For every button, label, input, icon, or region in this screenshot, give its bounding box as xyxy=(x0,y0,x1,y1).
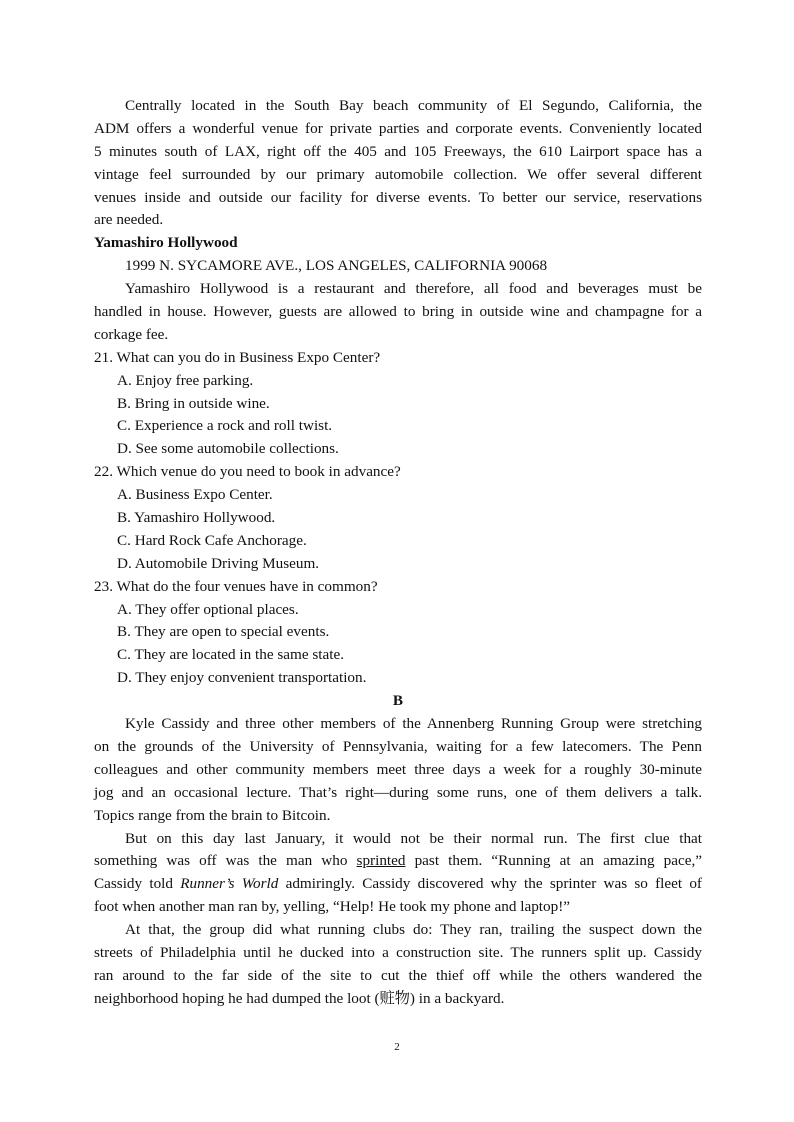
question-23 xyxy=(94,576,702,690)
text-line: streets of Philadelphia until he ducked into a construction site. The runners split up. Cassidy xyxy=(94,943,702,961)
text-segment: admiringly. Cassidy discovered why the sprinter was so fleet of xyxy=(278,875,702,893)
answer-option: D. Automobile Driving Museum. xyxy=(117,554,320,572)
text-line: Kyle Cassidy and three other members of the Annenberg Running Group were stretching xyxy=(125,715,702,733)
answer-option: B. Bring in outside wine. xyxy=(117,394,270,412)
passage-paragraph-1 xyxy=(94,713,702,827)
text-line: vintage feel surrounded by our primary automobile collection. We offer several different xyxy=(94,165,702,183)
underlined-word: sprinted xyxy=(356,852,406,870)
text-line: handled in house. However, guests are allowed to bring in outside wine and champagne for a xyxy=(94,303,702,321)
text-segment: Cassidy told xyxy=(94,875,181,893)
text-line: ADM offers a wonderful venue for private parties and corporate events. Conveniently located xyxy=(94,119,702,137)
answer-option: C. Hard Rock Cafe Anchorage. xyxy=(117,531,307,549)
text-line: Yamashiro Hollywood is a restaurant and therefore, all food and beverages must be xyxy=(125,280,702,298)
text-line: Topics range from the brain to Bitcoin. xyxy=(94,806,331,824)
answer-option: D. They enjoy convenient transportation. xyxy=(117,669,367,687)
text-line: are needed. xyxy=(94,211,164,229)
text-line: Centrally located in the South Bay beach community of El Segundo, California, the xyxy=(125,97,702,114)
answer-option: A. Enjoy free parking. xyxy=(117,371,254,389)
question-21 xyxy=(94,347,702,461)
question-22 xyxy=(94,461,702,575)
question-text: 22. Which venue do you need to book in advance? xyxy=(94,463,401,481)
text-line: on the grounds of the University of Pennsylvania, waiting for a few latecomers. The Penn xyxy=(94,737,702,755)
answer-option: D. See some automobile collections. xyxy=(117,440,339,458)
text-line: ran around to the far side of the site to cut the thief off while the others wandered the xyxy=(94,966,702,984)
page-number: 2 xyxy=(394,1041,400,1053)
text-line xyxy=(94,873,702,896)
passage-paragraph-3 xyxy=(94,919,702,1011)
answer-option: A. Business Expo Center. xyxy=(117,486,273,504)
adm-paragraph xyxy=(94,95,702,232)
yamashiro-paragraph xyxy=(94,278,702,347)
text-line: 5 minutes south of LAX, right off the 405 and 105 Freeways, the 610 Lairport space has a xyxy=(94,142,702,160)
question-text: 23. What do the four venues have in common? xyxy=(94,577,378,595)
passage-paragraph-2 xyxy=(94,828,702,920)
answer-option: A. They offer optional places. xyxy=(117,600,299,618)
venue-heading: Yamashiro Hollywood xyxy=(94,234,238,252)
text-line: venues inside and outside our facility for diverse events. To better our service, reservations xyxy=(94,188,702,206)
text-line: jog and an occasional lecture. That’s right—during some runs, one of them delivers a talk. xyxy=(94,783,702,801)
text-segment: past them. “Running at an amazing pace,” xyxy=(405,852,702,870)
answer-option: B. Yamashiro Hollywood. xyxy=(117,509,276,527)
answer-option: B. They are open to special events. xyxy=(117,623,330,641)
text-line: foot when another man ran by, yelling, “Help! He took my phone and laptop!” xyxy=(94,898,571,916)
text-line: neighborhood hoping he had dumped the loot (赃物) in a backyard. xyxy=(94,989,505,1007)
text-line: At that, the group did what running clubs do: They ran, trailing the suspect down the xyxy=(125,921,702,939)
document-page xyxy=(94,95,702,1011)
answer-option: C. They are located in the same state. xyxy=(117,646,345,664)
text-segment: something was off was the man who xyxy=(94,852,357,870)
text-line: But on this day last January, it would not be their normal run. The first clue that xyxy=(125,829,702,847)
italic-title: Runner’s World xyxy=(180,875,279,893)
text-line: corkage fee. xyxy=(94,325,169,343)
answer-option: C. Experience a rock and roll twist. xyxy=(117,417,333,435)
section-label: B xyxy=(392,692,404,710)
text-line xyxy=(94,850,702,873)
question-text: 21. What can you do in Business Expo Center? xyxy=(94,348,381,366)
text-line: colleagues and other community members meet three days a week for a roughly 30-minute xyxy=(94,760,702,778)
venue-address: 1999 N. SYCAMORE AVE., LOS ANGELES, CALIFORNIA 90068 xyxy=(125,257,548,275)
